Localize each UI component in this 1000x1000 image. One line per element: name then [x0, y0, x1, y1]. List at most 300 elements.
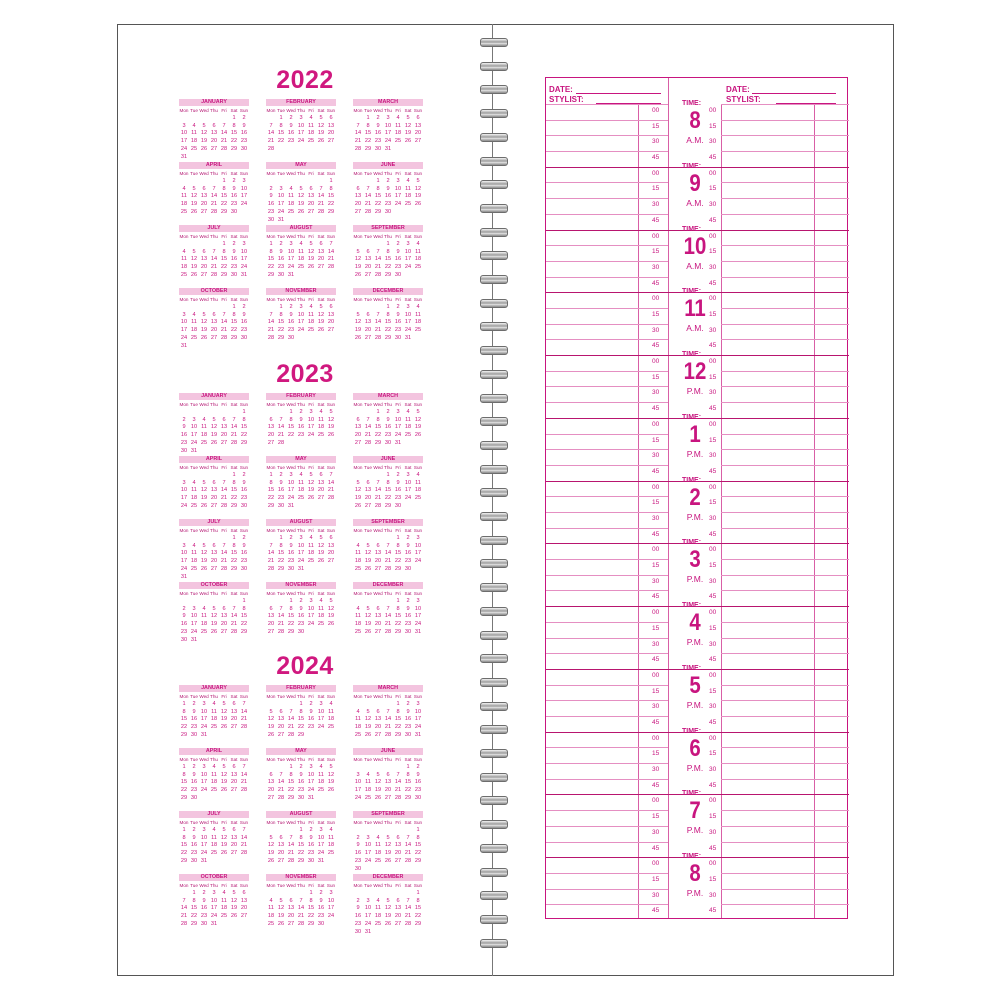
day-number: 8 [232, 542, 236, 549]
day-number: 7 [269, 122, 273, 129]
spiral-ring [480, 488, 508, 497]
weekday-label: Mon [266, 883, 276, 888]
weekday-label: Fri [221, 465, 227, 470]
spiral-ring [480, 417, 508, 426]
weekday-label: Sat [317, 234, 325, 239]
month-name: FEBRUARY [266, 393, 336, 400]
day-number: 9 [299, 605, 303, 612]
month-name: FEBRUARY [266, 99, 336, 106]
weekday-label: Sat [404, 465, 412, 470]
day-number: 27 [414, 138, 422, 145]
day-number: 15 [307, 905, 315, 912]
day-number: 5 [329, 408, 333, 415]
week-row [353, 440, 423, 448]
day-number [413, 929, 423, 937]
day-number: 17 [210, 905, 218, 912]
day-number: 4 [299, 240, 303, 247]
week-row [353, 123, 423, 131]
minute-label-right: 30 [709, 452, 717, 460]
day-number: 16 [307, 842, 315, 849]
day-number: 8 [182, 834, 186, 841]
day-number: 8 [232, 311, 236, 318]
day-number: 18 [297, 487, 305, 494]
day-number [373, 929, 383, 937]
day-number: 19 [210, 621, 218, 628]
day-number: 24 [327, 913, 335, 920]
day-number: 4 [299, 471, 303, 478]
day-number: 16 [287, 130, 295, 137]
day-number: 7 [222, 311, 226, 318]
day-number: 12 [384, 905, 392, 912]
week-row [179, 178, 249, 186]
weekday-header [353, 590, 423, 598]
week-row [353, 866, 423, 874]
day-number: 19 [327, 779, 335, 786]
weekday-label: Tue [277, 757, 285, 762]
day-number: 27 [240, 913, 248, 920]
minute-label-left: 45 [652, 216, 660, 224]
day-number: 29 [414, 857, 422, 864]
weekday-label: Sat [317, 591, 325, 596]
day-number: 19 [220, 716, 228, 723]
day-number [353, 115, 363, 123]
day-number [266, 178, 276, 186]
day-number: 20 [230, 842, 238, 849]
week-row [266, 858, 336, 866]
day-number: 10 [354, 779, 362, 786]
day-number: 17 [240, 256, 248, 263]
day-number: 18 [354, 621, 362, 628]
day-number: 1 [279, 303, 283, 310]
day-number [209, 409, 219, 417]
day-number [276, 701, 286, 709]
day-number: 16 [404, 613, 412, 620]
day-number: 29 [364, 145, 372, 152]
day-number [189, 409, 199, 417]
day-number: 22 [394, 558, 402, 565]
date-label-right: DATE: [726, 85, 750, 94]
day-number: 19 [354, 495, 362, 502]
day-number: 15 [240, 613, 248, 620]
weekday-label: Sat [404, 108, 412, 113]
weekday-label: Tue [277, 694, 285, 699]
weekday-label: Mon [266, 234, 276, 239]
day-number: 16 [354, 850, 362, 857]
day-number: 28 [364, 208, 372, 215]
day-number: 24 [210, 913, 218, 920]
day-number: 25 [210, 724, 218, 731]
weekday-label: Sun [413, 297, 423, 302]
day-number: 3 [406, 303, 410, 310]
weekday-label: Tue [190, 234, 198, 239]
day-number: 25 [200, 628, 208, 635]
day-number: 19 [200, 495, 208, 502]
period-label: A.M. [686, 135, 704, 145]
weekday-label: Sun [326, 297, 336, 302]
day-number: 2 [242, 114, 246, 121]
day-number: 20 [354, 432, 362, 439]
day-number: 12 [327, 416, 335, 423]
weekday-label: Fri [221, 591, 227, 596]
day-number: 24 [200, 787, 208, 794]
day-number: 22 [230, 138, 238, 145]
month-calendar [179, 874, 249, 929]
day-number: 26 [327, 787, 335, 794]
minute-label-left: 30 [652, 201, 660, 209]
day-number: 3 [356, 771, 360, 778]
weekday-label: Sat [404, 297, 412, 302]
day-number: 1 [406, 763, 410, 770]
day-number: 18 [307, 550, 315, 557]
day-number: 11 [211, 708, 217, 715]
slot-rule [721, 151, 849, 152]
day-number [296, 503, 306, 511]
day-number: 7 [182, 897, 186, 904]
day-number: 14 [220, 487, 228, 494]
week-row [179, 566, 249, 574]
week-row [266, 193, 336, 201]
day-number: 2 [242, 534, 246, 541]
spiral-ring [480, 441, 508, 450]
day-number: 30 [297, 794, 305, 801]
minute-label-right: 45 [709, 593, 717, 601]
week-row [353, 724, 423, 732]
minute-label-left: 30 [652, 577, 660, 585]
day-number: 18 [317, 613, 325, 620]
weekday-header [179, 464, 249, 472]
week-row [266, 432, 336, 440]
weekday-label: Tue [364, 465, 372, 470]
day-number: 16 [277, 256, 285, 263]
day-number: 18 [317, 779, 325, 786]
day-number: 10 [317, 834, 325, 841]
weekday-label: Wed [286, 108, 296, 113]
week-row [266, 558, 336, 566]
day-number: 13 [277, 842, 285, 849]
day-number: 7 [222, 542, 226, 549]
day-number: 28 [297, 920, 305, 927]
stylist-label-right: STYLIST: [726, 95, 761, 104]
month-name: SEPTEMBER [353, 519, 423, 526]
day-number: 25 [354, 731, 362, 738]
day-number: 2 [192, 763, 196, 770]
day-number [179, 409, 189, 417]
day-number: 11 [365, 779, 371, 786]
day-number: 27 [267, 794, 275, 801]
day-number: 20 [220, 621, 228, 628]
day-number: 9 [386, 185, 390, 192]
weekday-label: Thu [297, 694, 305, 699]
day-number: 29 [307, 920, 315, 927]
day-number: 31 [240, 271, 248, 278]
day-number: 9 [192, 708, 196, 715]
day-number [189, 535, 199, 543]
day-number: 22 [267, 264, 275, 271]
weekday-label: Wed [373, 757, 383, 762]
day-number [326, 217, 336, 225]
minute-label-left: 30 [652, 138, 660, 146]
minute-label-left: 45 [652, 907, 660, 915]
day-number: 20 [307, 201, 315, 208]
spiral-ring [480, 583, 508, 592]
year-title: 2024 [276, 652, 334, 680]
day-number: 1 [222, 240, 226, 247]
day-number: 19 [364, 621, 372, 628]
weekday-label: Tue [190, 171, 198, 176]
day-number: 11 [191, 130, 197, 137]
spiral-ring [480, 85, 508, 94]
day-number: 10 [404, 479, 412, 486]
day-number [306, 566, 316, 574]
month-name: MARCH [353, 685, 423, 692]
day-number: 30 [240, 145, 248, 152]
day-number: 30 [240, 565, 248, 572]
day-number [219, 858, 229, 866]
day-number: 26 [190, 208, 198, 215]
week-row [266, 898, 336, 906]
minute-label-left: 00 [652, 420, 660, 428]
day-number: 13 [230, 708, 238, 715]
day-number: 23 [240, 495, 248, 502]
week-row [179, 787, 249, 795]
time-label: TIME: [682, 790, 702, 798]
minute-label-right: 30 [709, 263, 717, 271]
day-number: 15 [180, 716, 188, 723]
weekday-label: Sun [239, 528, 249, 533]
day-number: 26 [307, 495, 315, 502]
week-row [353, 566, 423, 574]
day-number: 12 [354, 256, 362, 263]
day-number: 23 [240, 327, 248, 334]
slot-rule [546, 449, 668, 450]
slot-rule [546, 371, 668, 372]
minute-label-left: 15 [652, 248, 660, 256]
day-number [229, 409, 239, 417]
day-number: 28 [267, 565, 275, 572]
week-row [179, 209, 249, 217]
day-number: 19 [374, 787, 382, 794]
weekday-label: Thu [384, 234, 392, 239]
day-number: 12 [317, 122, 325, 129]
day-number [353, 890, 363, 898]
day-number: 23 [384, 201, 392, 208]
minute-label-right: 45 [709, 656, 717, 664]
day-number [306, 503, 316, 511]
month-name: NOVEMBER [266, 582, 336, 589]
day-number: 5 [366, 708, 370, 715]
day-number: 20 [267, 432, 275, 439]
day-number: 8 [279, 311, 283, 318]
day-number: 8 [242, 416, 246, 423]
weekday-label: Thu [384, 883, 392, 888]
weekday-label: Sun [326, 528, 336, 533]
week-row [353, 480, 423, 488]
spiral-ring [480, 512, 508, 521]
day-number: 13 [200, 256, 208, 263]
day-number [189, 304, 199, 312]
week-row [353, 241, 423, 249]
day-number: 31 [384, 145, 392, 152]
minute-label-left: 30 [652, 263, 660, 271]
day-number: 20 [267, 621, 275, 628]
day-number [363, 827, 373, 835]
day-number: 16 [240, 130, 248, 137]
week-row [353, 787, 423, 795]
weekday-label: Fri [308, 297, 314, 302]
day-number: 12 [364, 613, 372, 620]
day-number: 5 [386, 834, 390, 841]
day-number: 1 [386, 471, 390, 478]
day-number: 1 [396, 534, 400, 541]
slot-rule [546, 747, 668, 748]
day-number: 26 [354, 271, 362, 278]
day-number: 19 [267, 724, 275, 731]
day-number: 28 [277, 794, 285, 801]
day-number: 8 [279, 542, 283, 549]
day-number: 10 [384, 122, 392, 129]
slot-rule [721, 308, 849, 309]
day-number: 17 [354, 787, 362, 794]
day-number: 18 [374, 850, 382, 857]
day-number: 12 [307, 248, 315, 255]
day-number [229, 637, 239, 645]
week-row [353, 178, 423, 186]
day-number: 31 [180, 153, 188, 160]
slot-rule [546, 277, 668, 278]
weekday-label: Fri [395, 883, 401, 888]
day-number [363, 535, 373, 543]
day-number: 4 [192, 311, 196, 318]
day-number: 27 [277, 857, 285, 864]
weekday-label: Fri [395, 757, 401, 762]
weekday-label: Fri [221, 528, 227, 533]
day-number: 22 [190, 913, 198, 920]
slot-rule [721, 120, 849, 121]
week-row [353, 772, 423, 780]
weekday-label: Sun [326, 108, 336, 113]
day-number: 25 [364, 794, 372, 801]
day-number: 21 [394, 787, 402, 794]
weekday-label: Tue [364, 108, 372, 113]
day-number: 19 [190, 201, 198, 208]
day-number: 16 [240, 550, 248, 557]
day-number: 28 [374, 271, 382, 278]
day-number: 9 [406, 708, 410, 715]
weekday-label: Fri [395, 297, 401, 302]
minute-label-left: 45 [652, 279, 660, 287]
day-number: 26 [220, 850, 228, 857]
day-number: 14 [354, 130, 362, 137]
day-number: 31 [297, 565, 305, 572]
weekday-label: Wed [286, 297, 296, 302]
week-row [353, 550, 423, 558]
day-number: 11 [308, 542, 314, 549]
minute-label-right: 15 [709, 750, 717, 758]
day-number: 16 [190, 779, 198, 786]
day-number [403, 503, 413, 511]
day-number: 13 [210, 319, 218, 326]
weekday-label: Sun [239, 591, 249, 596]
month-name: MARCH [353, 99, 423, 106]
day-number: 21 [277, 787, 285, 794]
week-row [179, 858, 249, 866]
day-number: 8 [222, 185, 226, 192]
day-number: 26 [267, 731, 275, 738]
minute-label-right: 45 [709, 530, 717, 538]
week-row [179, 487, 249, 495]
day-number: 28 [287, 731, 295, 738]
day-number: 5 [329, 597, 333, 604]
week-row [266, 209, 336, 217]
minute-label-right: 15 [709, 185, 717, 193]
day-number: 28 [364, 439, 372, 446]
day-number: 13 [220, 613, 228, 620]
day-number: 22 [230, 495, 238, 502]
day-number: 14 [364, 193, 372, 200]
day-number: 16 [287, 550, 295, 557]
day-number: 30 [287, 565, 295, 572]
day-number [189, 241, 199, 249]
day-number: 16 [277, 487, 285, 494]
day-number: 7 [356, 122, 360, 129]
day-number: 6 [232, 700, 236, 707]
weekday-label: Tue [364, 883, 372, 888]
day-number [276, 764, 286, 772]
day-number: 16 [394, 487, 402, 494]
day-number: 25 [210, 787, 218, 794]
day-number: 30 [384, 208, 392, 215]
day-number: 12 [307, 479, 315, 486]
spiral-ring [480, 536, 508, 545]
week-row [353, 716, 423, 724]
day-number: 13 [394, 842, 402, 849]
day-number: 3 [366, 834, 370, 841]
day-number: 14 [240, 771, 248, 778]
day-number: 2 [356, 834, 360, 841]
day-number: 14 [374, 319, 382, 326]
day-number: 9 [406, 542, 410, 549]
day-number [326, 629, 336, 637]
day-number: 6 [329, 114, 333, 121]
day-number: 23 [240, 138, 248, 145]
day-number: 6 [279, 708, 283, 715]
day-number: 18 [220, 905, 228, 912]
weekday-label: Wed [199, 528, 209, 533]
slot-rule [546, 434, 668, 435]
day-number: 15 [297, 716, 305, 723]
day-number: 21 [297, 913, 305, 920]
day-number: 18 [374, 913, 382, 920]
day-number: 22 [297, 724, 305, 731]
minute-label-right: 00 [709, 483, 717, 491]
weekday-label: Tue [277, 402, 285, 407]
day-number: 7 [329, 471, 333, 478]
week-row [266, 201, 336, 209]
day-number: 25 [414, 264, 422, 271]
weekday-label: Sat [230, 528, 238, 533]
weekday-label: Mon [353, 694, 363, 699]
day-number: 6 [279, 834, 283, 841]
weekday-header [266, 296, 336, 304]
day-number [239, 637, 249, 645]
day-number: 29 [414, 920, 422, 927]
day-number: 18 [190, 327, 198, 334]
weekday-label: Mon [266, 694, 276, 699]
day-number [373, 598, 383, 606]
day-number: 3 [406, 240, 410, 247]
day-number: 5 [212, 605, 216, 612]
day-number: 8 [299, 708, 303, 715]
